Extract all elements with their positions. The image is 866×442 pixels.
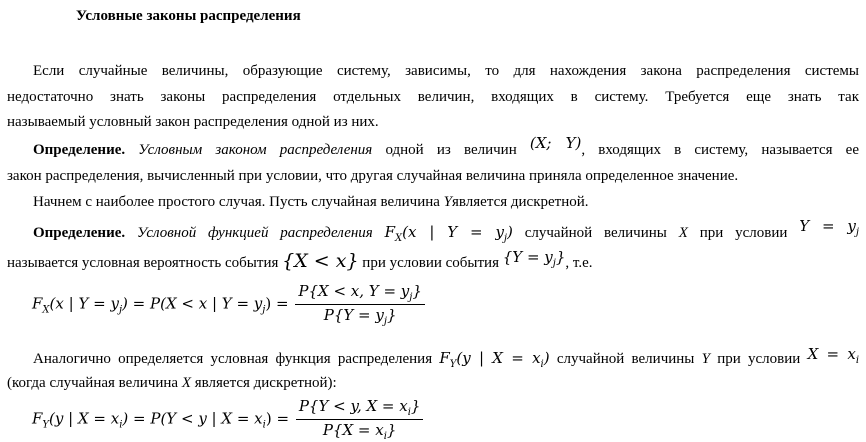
paragraph-3-line-1: Аналогично определяется условная функция распределения $F_Y(y$ | $X = x_i$) случайной величины Y при условии $X = x_i$: [33, 345, 860, 370]
math-condition: $Y = y_j$: [799, 217, 860, 238]
paragraph-1-line-2: недостаточно знать законы распределения отдельных величин, входящих в систему. Требуется еще знать так: [7, 89, 859, 105]
definition-1-line-1: Определение. Условным законом распределения одной из величин (X; Y), входящих в систему, называется ее: [33, 134, 859, 158]
paragraph-2: Начнем с наиболее простого случая. Пусть случайная величина Yявляется дискретной.: [33, 194, 589, 210]
math-event-y: $\{Y = y_j\}$: [502, 248, 566, 269]
math-conditional-cdf: $F_X(x$ | $Y = y_j$): [384, 223, 513, 244]
definition-term: Условным законом распределения: [138, 142, 373, 158]
math-xy-pair: (X; Y): [529, 134, 582, 152]
paragraph-1-line-3: называемый условный закон распределения одной из них.: [7, 114, 379, 130]
formula-conditional-cdf-y: $F_Y(y$ | $X = x_i) = P(Y < y$ | $X = x_i$) = $\frac{P\{Y < y, X = x_i\}}{P\{X = x_i\}}$: [32, 397, 423, 442]
section-title: Условные законы распределения: [76, 8, 301, 24]
formula-conditional-cdf-x: $F_X(x$ | $Y = y_j) = P(X < x$ | $Y = y_j$) = $\frac{P\{X < x, Y = y_j\}}{P\{Y = y_j\}}$: [32, 282, 425, 327]
math-conditional-cdf-y: $F_Y(y$ | $X = x_i$): [439, 349, 550, 370]
definition-term: Условной функцией распределения: [136, 225, 373, 241]
math-condition: $X = x_i$: [807, 345, 860, 366]
math-event-x: {X < x}: [282, 250, 359, 272]
definition-2-line-2: называется условная вероятность события {X < x} при условии события $\{Y = y_j\}$, т.е.: [7, 248, 593, 272]
fraction: $\frac{P\{Y < y, X = x_i\}}{P\{X = x_i\}}$: [296, 397, 424, 442]
paragraph-1-line-1: Если случайные величины, образующие систему, зависимы, то для нахождения закона распределения системы: [33, 63, 859, 79]
definition-2-line-1: Определение. Условной функцией распределения $F_X(x$ | $Y = y_j$) случайной величины X при условии $Y = y_j$: [33, 217, 860, 244]
definition-1-line-2: закон распределения, вычисленный при условии, что другая случайная величина приняла определенное значение.: [7, 168, 739, 184]
paragraph-3-line-2: (когда случайная величина X является дискретной):: [7, 375, 337, 391]
fraction: $\frac{P\{X < x, Y = y_j\}}{P\{Y = y_j\}}$: [295, 282, 425, 327]
definition-label: Определение.: [33, 225, 126, 241]
definition-label: Определение.: [33, 142, 126, 158]
